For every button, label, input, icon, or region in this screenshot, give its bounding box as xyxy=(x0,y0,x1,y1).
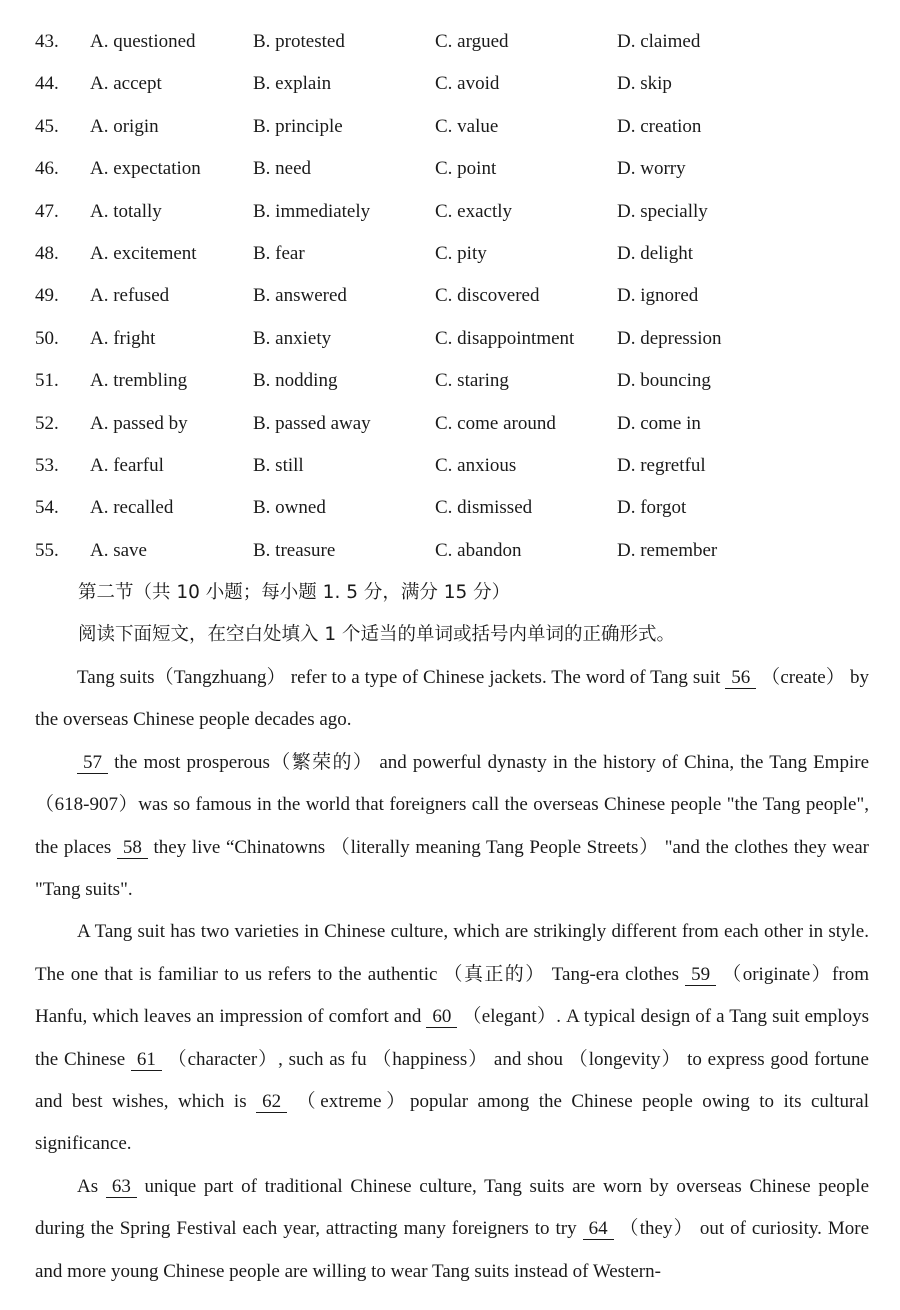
option-a: A. recalled xyxy=(90,497,174,519)
option-b: B. anxiety xyxy=(253,327,332,349)
option-a: A. questioned xyxy=(90,31,196,52)
question-number: 55. xyxy=(35,539,59,561)
option-row xyxy=(35,275,885,317)
option-a: A. trembling xyxy=(90,370,188,392)
question-number: 48. xyxy=(35,242,59,264)
option-d: D. ignored xyxy=(617,285,699,307)
option-d: D. come in xyxy=(617,412,701,434)
blank-58[interactable]: 58 xyxy=(117,838,148,859)
option-d: D. depression xyxy=(617,327,722,349)
option-a: A. fearful xyxy=(90,454,164,476)
text-segment: the most prosperous（繁荣的） and powerful dynasty in the history of China, the Tang Empire （618-907）was so famous in the world that foreigners call the overseas Chinese people "the Tang people", the places xyxy=(35,751,869,858)
option-d: D. bouncing xyxy=(617,370,711,392)
blank-57[interactable]: 57 xyxy=(77,753,108,774)
option-a: A. excitement xyxy=(90,242,197,264)
option-row xyxy=(35,403,885,445)
option-row xyxy=(35,63,885,105)
option-c: C. value xyxy=(435,115,499,137)
paragraph-3 xyxy=(35,911,869,1165)
option-d: D. skip xyxy=(617,73,672,95)
option-row xyxy=(35,233,885,275)
option-c: C. disappointment xyxy=(435,327,575,349)
question-number: 54. xyxy=(35,497,59,519)
option-a: A. expectation xyxy=(90,158,201,180)
option-d: D. remember xyxy=(617,539,718,561)
paragraph-2 xyxy=(35,742,869,912)
option-row xyxy=(35,530,885,572)
text-segment: （character）, such as fu （happiness） and shou （longevity） to express good fortune and best wishes, which is xyxy=(35,1048,869,1113)
option-d: D. delight xyxy=(617,242,693,264)
option-b: B. still xyxy=(253,454,304,476)
option-a: A. refused xyxy=(90,285,170,307)
text-segment: A Tang suit has two varieties in Chinese culture, which are strikingly different from each other in style. The one that is familiar to us refers to the authentic （真正的） Tang-era clothes xyxy=(35,921,869,985)
option-c: C. argued xyxy=(435,31,509,52)
question-number: 52. xyxy=(35,412,59,434)
option-c: C. pity xyxy=(435,242,487,264)
text-segment: As xyxy=(77,1175,106,1197)
option-a: A. passed by xyxy=(90,412,188,434)
option-b: B. treasure xyxy=(253,539,336,561)
option-row xyxy=(35,360,885,402)
option-d: D. creation xyxy=(617,115,702,137)
text-segment: they live “Chinatowns （literally meaning Tang People Streets） "and the clothes they wear "Tang suits". xyxy=(35,836,869,901)
section-title: 第二节（共 10 小题；每小题 1. 5 分，满分 15 分） xyxy=(78,582,511,603)
text-segment: （extreme）popular among the Chinese people owing to its cultural significance. xyxy=(35,1091,869,1155)
option-c: C. abandon xyxy=(435,539,522,561)
option-d: D. regretful xyxy=(617,454,706,476)
question-number: 51. xyxy=(35,370,59,392)
question-number: 45. xyxy=(35,115,59,137)
option-d: D. specially xyxy=(617,200,708,222)
blank-61[interactable]: 61 xyxy=(131,1050,162,1071)
option-c: C. staring xyxy=(435,370,509,392)
passage xyxy=(35,657,869,1293)
text-segment: （create） by the overseas Chinese people decades ago. xyxy=(35,667,869,731)
option-row xyxy=(35,487,885,529)
option-c: C. exactly xyxy=(435,200,513,222)
text-segment: （elegant）. A typical design of a Tang suit employs the Chinese xyxy=(35,1006,869,1070)
option-b: B. owned xyxy=(253,497,326,519)
question-number: 47. xyxy=(35,200,59,222)
section-instruction: 阅读下面短文，在空白处填入 1 个适当的单词或括号内单词的正确形式。 xyxy=(78,624,676,645)
option-c: C. point xyxy=(435,158,497,180)
option-c: C. dismissed xyxy=(435,497,533,519)
option-b: B. fear xyxy=(253,242,305,264)
option-d: D. forgot xyxy=(617,497,687,519)
text-segment: （originate）from Hanfu, which leaves an impression of comfort and xyxy=(35,963,869,1028)
option-row xyxy=(35,445,885,487)
option-d: D. worry xyxy=(617,158,686,180)
option-c: C. avoid xyxy=(435,73,500,95)
question-number: 50. xyxy=(35,327,59,349)
question-number: 44. xyxy=(35,73,59,95)
option-c: C. anxious xyxy=(435,454,517,476)
option-a: A. accept xyxy=(90,73,162,95)
option-a: A. totally xyxy=(90,200,162,222)
blank-62[interactable]: 62 xyxy=(256,1092,287,1113)
blank-56[interactable]: 56 xyxy=(725,668,756,689)
option-row xyxy=(35,191,885,233)
option-b: B. need xyxy=(253,158,312,180)
text-segment: Tang suits（Tangzhuang） refer to a type of Chinese jackets. The word of Tang suit xyxy=(77,667,726,688)
option-c: C. come around xyxy=(435,412,556,434)
option-b: B. answered xyxy=(253,285,347,307)
options-list xyxy=(35,21,885,572)
blank-60[interactable]: 60 xyxy=(426,1007,457,1028)
text-segment: unique part of traditional Chinese culture, Tang suits are worn by overseas Chinese people during the Spring Festival each year, attracting many foreigners to try xyxy=(35,1175,870,1240)
option-b: B. explain xyxy=(253,73,332,95)
option-row xyxy=(35,318,885,360)
option-a: A. save xyxy=(90,539,147,561)
option-d: D. claimed xyxy=(617,31,701,52)
option-b: B. principle xyxy=(253,115,343,137)
option-a: A. fright xyxy=(90,327,156,349)
blank-64[interactable]: 64 xyxy=(583,1219,614,1240)
blank-59[interactable]: 59 xyxy=(685,965,716,986)
question-number: 43. xyxy=(35,31,59,52)
paragraph-4 xyxy=(35,1166,869,1293)
text-segment: （they） out of curiosity. More and more young Chinese people are willing to wear Tang suits instead of Western- xyxy=(35,1218,869,1282)
question-number: 53. xyxy=(35,454,59,476)
option-b: B. passed away xyxy=(253,412,371,434)
option-b: B. nodding xyxy=(253,370,338,392)
paragraph-1 xyxy=(35,657,869,742)
question-number: 46. xyxy=(35,158,59,180)
option-a: A. origin xyxy=(90,115,159,137)
question-number: 49. xyxy=(35,285,59,307)
option-row xyxy=(35,106,885,148)
blank-63[interactable]: 63 xyxy=(106,1177,137,1198)
option-row xyxy=(35,21,885,63)
option-c: C. discovered xyxy=(435,285,540,307)
option-b: B. immediately xyxy=(253,200,371,222)
option-row xyxy=(35,148,885,190)
option-b: B. protested xyxy=(253,31,345,52)
